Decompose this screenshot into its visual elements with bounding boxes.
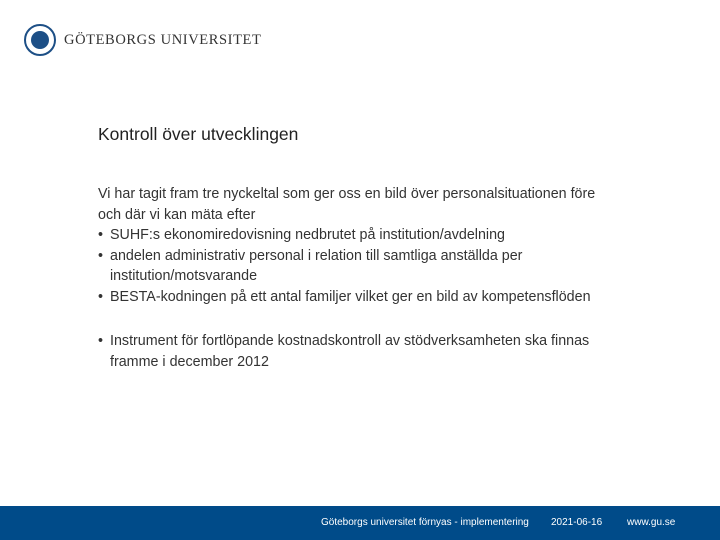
bullet-list-2 [98,331,618,372]
bullet-item: • SUHF:s ekonomiredovisning nedbrutet på institution/avdelning [98,225,618,246]
bullet-item: • BESTA-kodningen på ett antal familjer vilket ger en bild av kompetensflöden [98,287,618,308]
footer-url[interactable]: www.gu.se [627,517,676,528]
slide-body [98,184,618,372]
logo-text: GÖTEBORGS UNIVERSITET [64,31,262,48]
bullet-list [98,225,618,307]
footer-title: Göteborgs universitet förnyas - implementering [321,517,529,528]
footer-date: 2021-06-16 [551,517,603,528]
slide-title: Kontroll över utvecklingen [98,124,299,144]
footer-bar [0,506,720,540]
intro-text: Vi har tagit fram tre nyckeltal som ger oss en bild över personalsituationen före och där vi kan mäta efter [98,186,596,223]
bullet-item: • Instrument för fortlöpande kostnadskontroll av stödverksamheten ska finnas framme i december 2012 [98,331,618,372]
bullet-item: • andelen administrativ personal i relation till samtliga anställda per institution/motsvarande [98,246,618,287]
university-seal-icon [24,24,56,56]
university-logo [24,24,261,56]
